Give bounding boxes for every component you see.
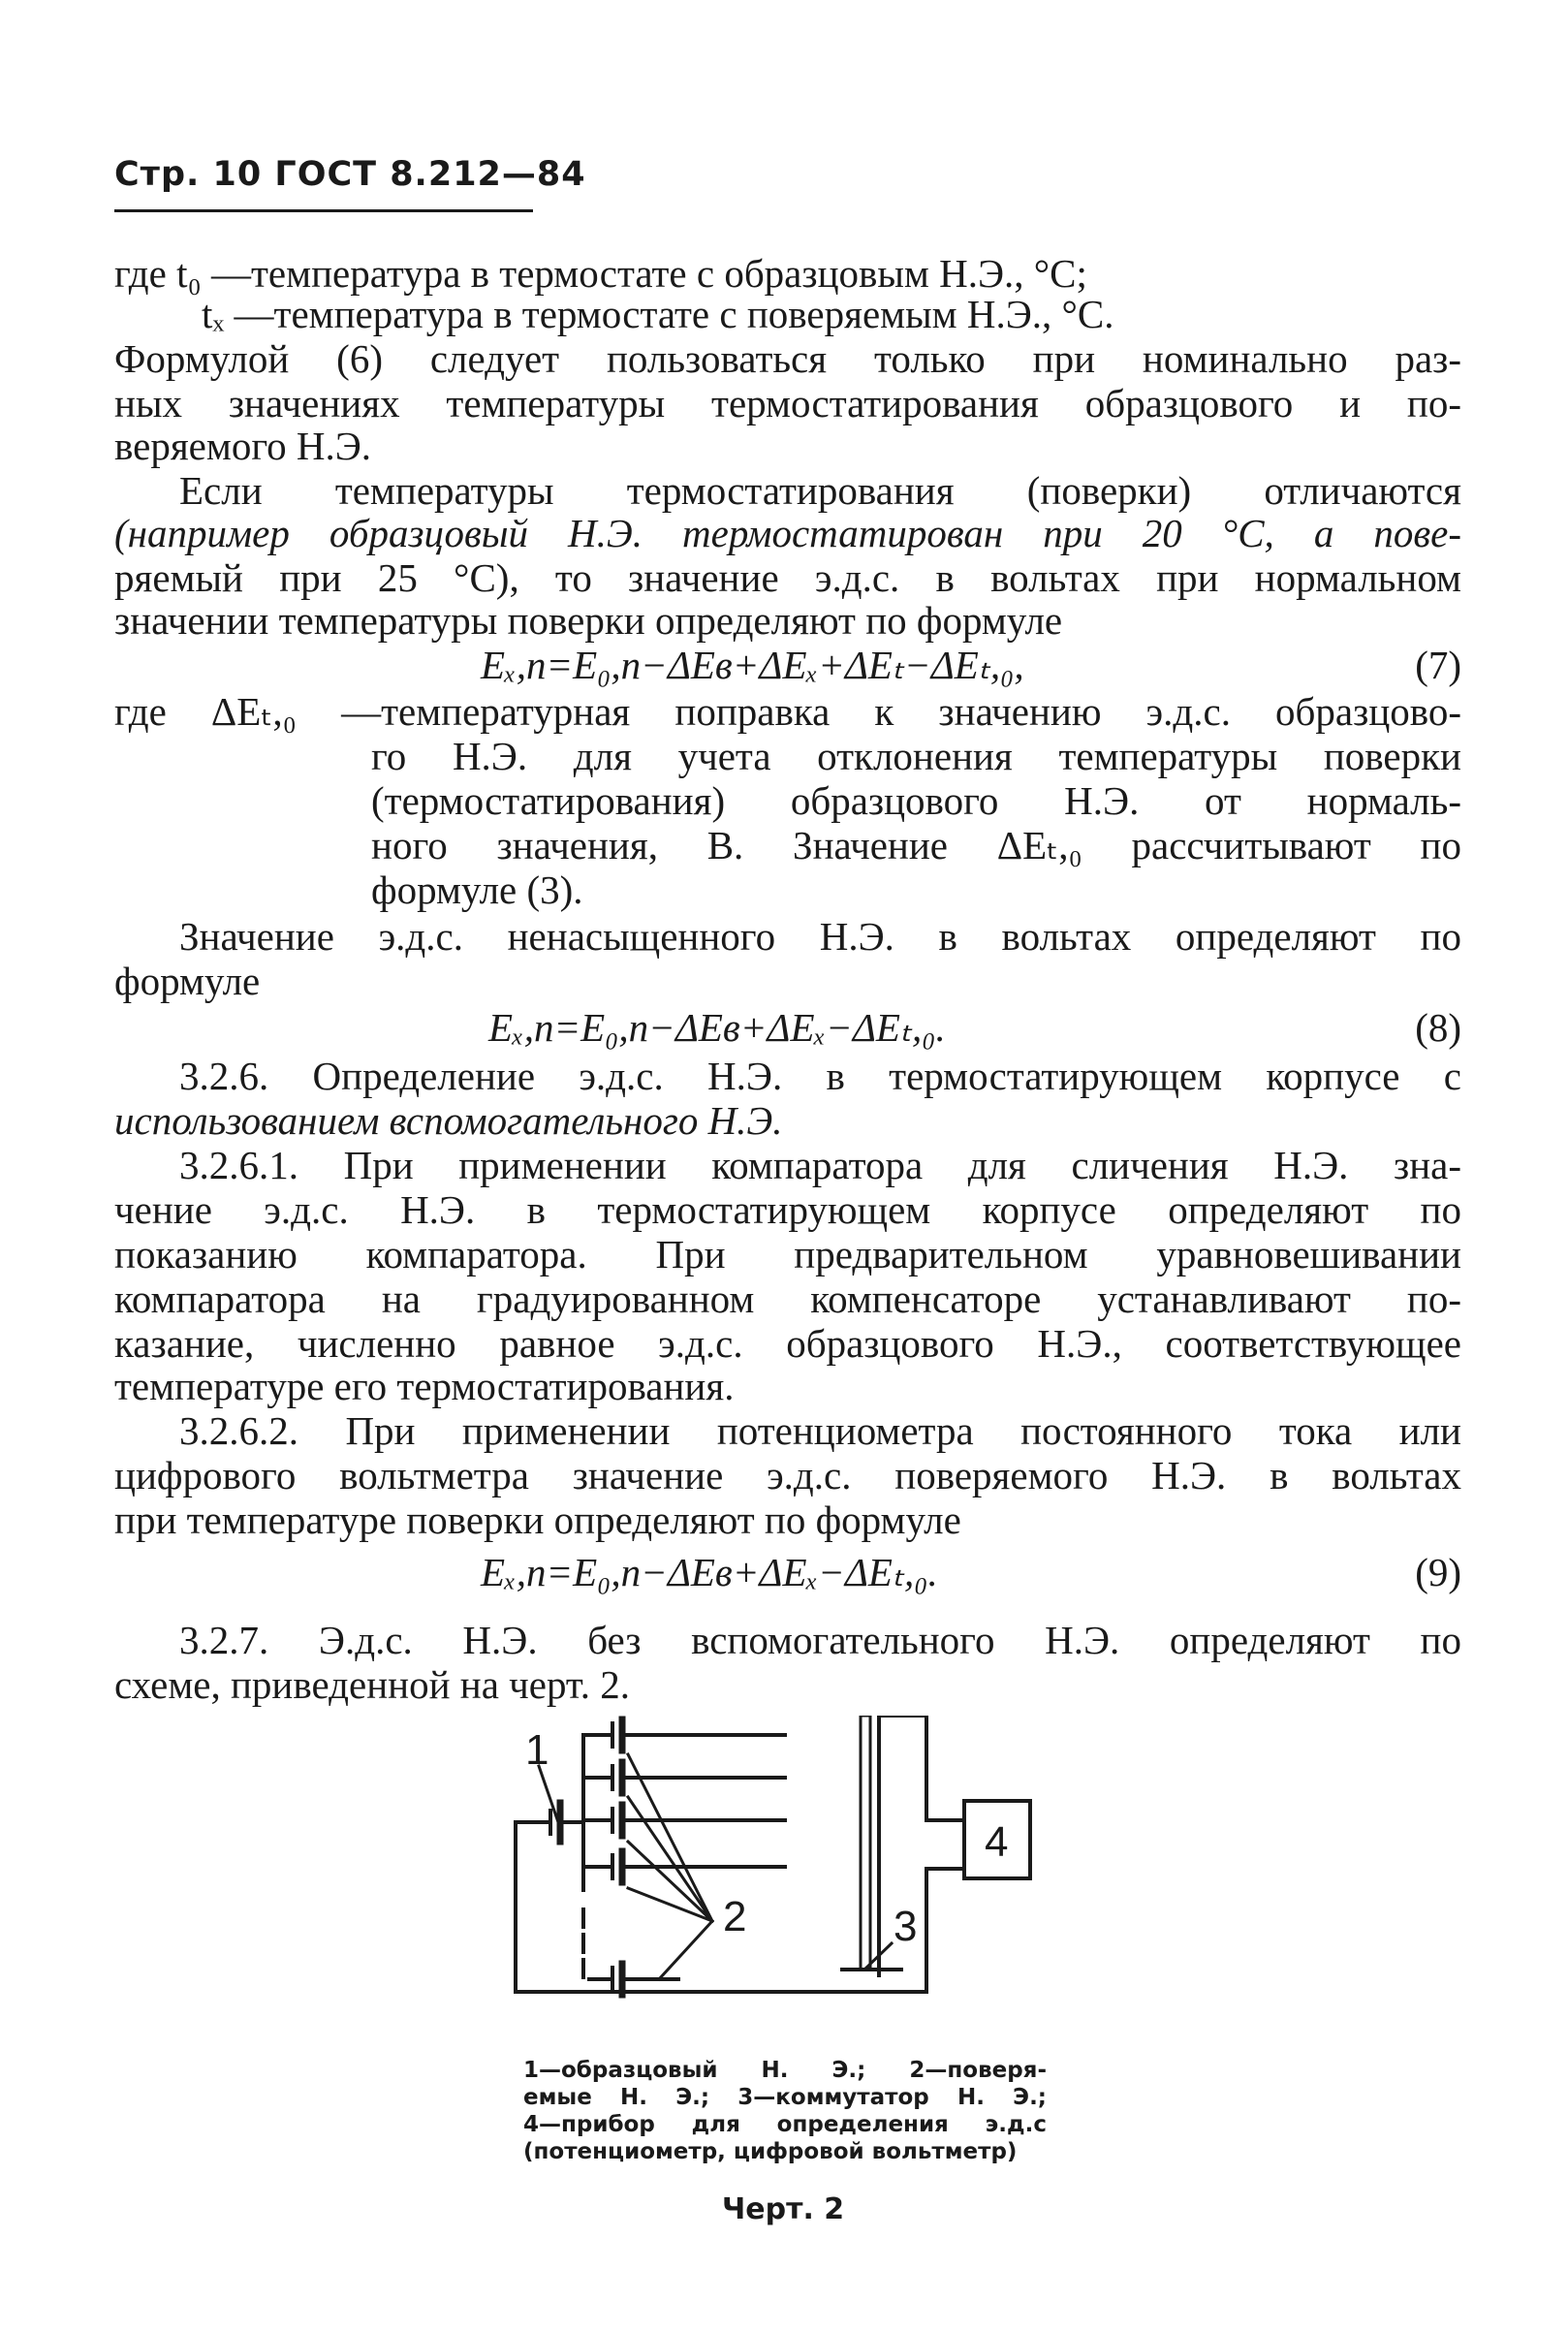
formula-8-number: (8) [1415,1005,1461,1050]
text-line: ных значениях температуры термостатирования образцового и по- [114,381,1461,426]
formula-9-number: (9) [1415,1550,1461,1594]
text-line: (например образцовый Н.Э. термостатирован при 20 °С, а пове- [114,511,1461,555]
text-line: 3.2.7. Э.д.с. Н.Э. без вспомогательного Н.Э. определяют по [179,1618,1461,1662]
circuit-diagram [504,1716,1047,2006]
figure-label-1: 1 [525,1726,549,1774]
text-line: казание, численно равное э.д.с. образцового Н.Э., соответствующее [114,1321,1461,1366]
text-line: го Н.Э. для учета отклонения температуры поверки [371,734,1461,778]
text-line: tₓ —температура в термостате с поверяемым Н.Э., °С. [202,292,1114,336]
page-header: Стр. 10 ГОСТ 8.212—84 [114,155,586,194]
formula-8: Eₓ,п=E₀,п−ΔEв+ΔEₓ−ΔEₜ,₀. [488,1005,946,1050]
text-line: показанию компаратора. При предварительном уравновешивании [114,1232,1461,1277]
caption-line: (потенциометр, цифровой вольтметр) [523,2139,1018,2164]
commutator-frame [879,1716,964,1975]
text-line: ряемый при 25 °С), то значение э.д.с. в вольтах при нормальном [114,555,1461,600]
header-rule [114,209,533,212]
commutator-bar [861,1716,870,1970]
caption-line: емые Н. Э.; 3—коммутатор Н. Э.; [523,2085,1047,2110]
caption-line: 1—образцовый Н. Э.; 2—поверя- [523,2058,1047,2083]
formula-7-number: (7) [1415,643,1461,687]
figure-label-3: 3 [894,1903,918,1950]
text-line: Если температуры термостатирования (поверки) отличаются [179,468,1461,513]
text-line: где t₀ —температура в термостате с образцовым Н.Э., °С; [114,251,1087,296]
figure-number: Черт. 2 [722,2192,845,2226]
text-line: значении температуры поверки определяют по формуле [114,598,1063,643]
text-line: ного значения, В. Значение ΔEₜ,₀ рассчитывают по [371,823,1461,867]
text-line: где ΔEₜ,₀ —температурная поправка к значению э.д.с. образцово- [114,689,1461,734]
text-line: 3.2.6.1. При применении компаратора для сличения Н.Э. зна- [179,1143,1461,1187]
bus-wire-dashed [583,1909,601,1979]
formula-7: Eₓ,п=E₀,п−ΔEв+ΔEₓ+ΔEₜ−ΔEₜ,₀, [481,643,1024,687]
text-line: температуре его термостатирования. [114,1364,735,1408]
figure-label-4: 4 [985,1818,1009,1866]
figure-caption [523,2057,1047,2165]
text-line: схеме, приведенной на черт. 2. [114,1662,631,1707]
caption-line: 4—прибор для определения э.д.с [523,2112,1047,2137]
text-line: цифрового вольтметра значение э.д.с. поверяемого Н.Э. в вольтах [114,1453,1461,1498]
text-line: чение э.д.с. Н.Э. в термостатирующем корпусе определяют по [114,1187,1461,1232]
text-line: формуле (3). [371,867,583,912]
text-line: (термостатирования) образцового Н.Э. от нормаль- [371,778,1461,823]
formula-9: Eₓ,п=E₀,п−ΔEв+ΔEₓ−ΔEₜ,₀. [481,1550,938,1594]
figure-label-2: 2 [723,1893,747,1940]
text-line: 3.2.6.2. При применении потенциометра постоянного тока или [179,1408,1461,1453]
text-line: при температуре поверки определяют по формуле [114,1498,961,1542]
section-heading: использованием вспомогательного Н.Э. [114,1098,783,1143]
section-heading: 3.2.6. Определение э.д.с. Н.Э. в термостатирующем корпусе с [179,1054,1461,1098]
text-line: веряемого Н.Э. [114,424,372,468]
text-line: Значение э.д.с. ненасыщенного Н.Э. в вольтах определяют по [179,914,1461,959]
text-line: формуле [114,959,261,1003]
text-line: компаратора на градуированном компенсаторе устанавливают по- [114,1277,1461,1321]
text-line: Формулой (6) следует пользоваться только при номинально раз- [114,336,1461,381]
